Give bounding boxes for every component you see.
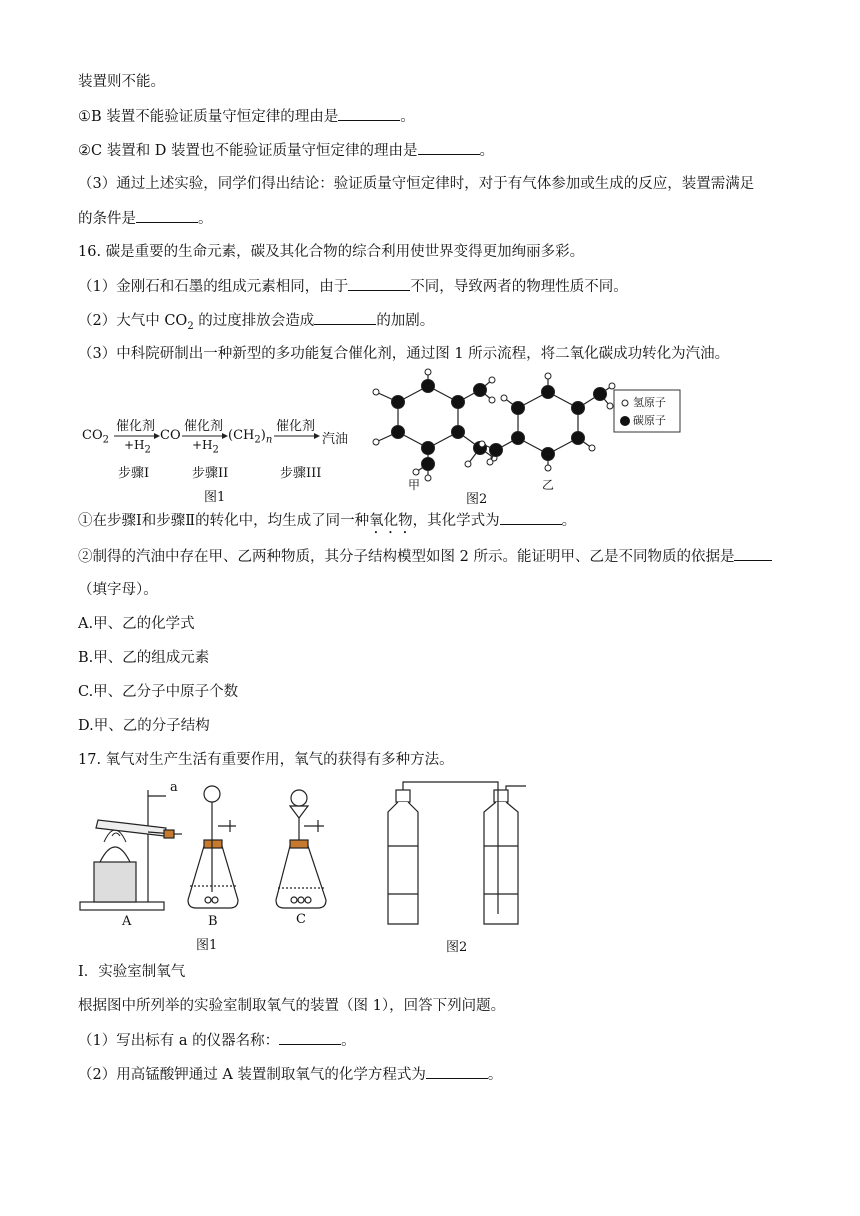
text-line [78, 174, 754, 194]
legend-h-label: 氢原子 [633, 396, 666, 409]
text: 装置则不能。 [78, 74, 165, 90]
text: （3）中科院研制出一种新型的多功能复合催化剂，通过图 1 所示流程，将二氧化碳成功转化为汽油。 [78, 346, 730, 362]
option-c: C.甲、乙分子中原子个数 [78, 684, 239, 700]
text: 16. 碳是重要的生命元素，碳及其化合物的综合利用使世界变得更加绚丽多彩。 [78, 244, 585, 260]
text: 。 [479, 143, 495, 159]
text: （1）写出标有 a 的仪器名称： [78, 1033, 280, 1049]
text: （填字母）。 [78, 582, 158, 598]
label-apparatus-b: B [208, 914, 218, 929]
text-line [78, 310, 434, 337]
text-line [78, 1064, 502, 1085]
text-line [78, 510, 576, 537]
text: 。 [561, 513, 577, 529]
figure-17-svg [78, 776, 538, 958]
label-apparatus-c: C [296, 912, 306, 927]
apparatus-a [80, 790, 182, 910]
text: ①B 装置不能验证质量守恒定律的理由是 [78, 109, 339, 125]
text: 的加剧。 [376, 313, 435, 329]
answer-blank[interactable] [338, 106, 400, 121]
answer-blank[interactable] [734, 546, 772, 561]
question-16 [78, 242, 584, 262]
text-line [78, 344, 729, 364]
apparatus-b [188, 786, 238, 908]
label-apparatus-a: A [122, 914, 132, 929]
answer-blank[interactable] [418, 140, 480, 155]
text-line [78, 106, 415, 127]
catalyst-label-2: 催化剂 [184, 419, 224, 434]
legend-c-swatch [620, 416, 630, 426]
text: 。 [198, 211, 213, 227]
yi-label: 乙 [542, 478, 555, 492]
answer-blank[interactable] [426, 1064, 488, 1079]
figure-17 [78, 776, 538, 958]
text-line [78, 546, 772, 567]
text: ②制得的汽油中存在甲、乙两种物质，其分子结构模型如图 2 所示。能证明甲、乙是不同物质的依据是 [78, 549, 735, 565]
h2-label-1: $+H_2$ [124, 438, 151, 456]
jia-label: 甲 [408, 478, 421, 492]
label-a: a [170, 780, 178, 795]
fig1-caption: 图1 [204, 490, 226, 505]
option-a: A.甲、乙的化学式 [78, 616, 195, 632]
text-line [78, 72, 165, 92]
text: 。 [487, 1067, 503, 1083]
option-b: B.甲、乙的组成元素 [78, 650, 210, 666]
text: ，其化学式为 [412, 513, 500, 529]
apparatus-c [276, 790, 326, 908]
molecule-yi-atoms [479, 373, 615, 471]
text-line [78, 1030, 356, 1051]
catalyst-label-1: 催化剂 [116, 419, 156, 434]
gas-washing-bottles [388, 782, 526, 924]
step-1-label: 步骤I [118, 466, 150, 481]
question-17: 17. 氧气对生产生活有重要作用，氧气的获得有多种方法。 [78, 752, 454, 768]
subscript: 2 [187, 320, 194, 332]
legend-c-label: 碳原子 [633, 414, 666, 427]
text: 的条件是 [78, 211, 136, 227]
emphasized-text: 氧化物 [369, 513, 413, 529]
co-label: CO [160, 428, 181, 443]
text: ②C 装置和 D 装置也不能验证质量守恒定律的理由是 [78, 143, 418, 159]
legend-h-swatch [622, 400, 628, 406]
text: （3）通过上述实验，同学们得出结论：验证质量守恒定律时，对于有气体参加或生成的反应，装置需满足 [78, 176, 755, 192]
answer-blank[interactable] [348, 276, 410, 291]
text: （1）金刚石和石墨的组成元素相同，由于 [78, 279, 349, 295]
answer-blank[interactable] [279, 1030, 341, 1045]
section-heading: Ⅰ．实验室制氧气 [78, 964, 186, 980]
text: 。 [400, 109, 415, 125]
option-d: D.甲、乙的分子结构 [78, 718, 210, 734]
step-3-label: 步骤III [280, 466, 322, 481]
gasoline-label: 汽油 [322, 432, 349, 447]
molecule-jia-atoms [373, 369, 497, 481]
text: 。 [341, 1033, 356, 1049]
text: 不同，导致两者的物理性质不同。 [410, 279, 628, 295]
h2-label-2: $+H_2$ [192, 438, 219, 456]
fig1-caption: 图1 [196, 938, 218, 953]
text-line [78, 208, 213, 229]
ch2n-label: $(CH_2)_n$ [228, 428, 273, 446]
text: （2）用高锰酸钾通过 A 装置制取氧气的化学方程式为 [78, 1067, 426, 1083]
text-line: 根据图中所列举的实验室制取氧气的装置（图 1），回答下列问题。 [78, 998, 506, 1014]
co2-label: $CO_2$ [82, 428, 109, 446]
text: （2）大气中 CO [78, 313, 188, 329]
fig2-caption: 图2 [446, 940, 468, 955]
step-2-label: 步骤II [192, 466, 229, 481]
text: ①在步骤Ⅰ和步骤Ⅱ的转化中，均生成了同一种 [78, 513, 370, 529]
text-line [78, 580, 158, 600]
fig2-caption: 图2 [466, 492, 488, 507]
text-line [78, 140, 494, 161]
answer-blank[interactable] [136, 208, 198, 223]
text-line [78, 276, 628, 297]
figure-16 [78, 368, 698, 508]
answer-blank[interactable] [500, 510, 562, 525]
text: 的过度排放会造成 [193, 313, 315, 329]
catalyst-label-3: 催化剂 [276, 419, 316, 434]
answer-blank[interactable] [314, 310, 376, 325]
